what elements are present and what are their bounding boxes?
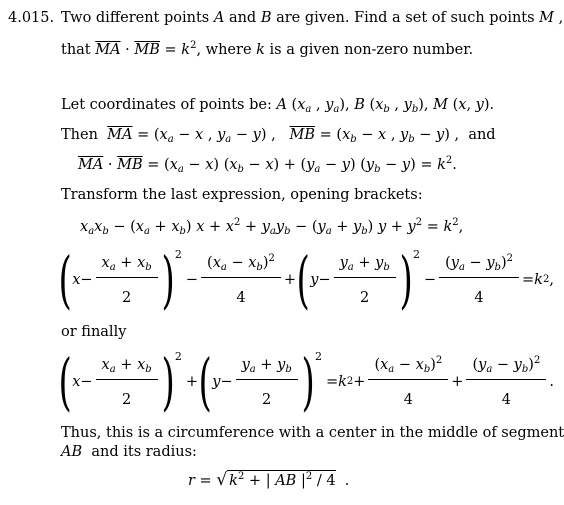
problem-number: 4.015. [8,10,55,26]
vectors-line: Then $\overline{MA} = (x_a - x$ , $y_a - y$) , $\overline{MB} = (x_b - x$ , $y_b - y$) , and [61,127,496,145]
transform-line: Transform the last expression, opening brackets: [61,187,423,203]
dot-product-line: $\overline{MA} \cdot \overline{MB} = (x_a - x) (x_b - x) + (y_a - y) (y_b - y) = k^2$. [78,155,457,175]
finally-label: or finally [61,324,127,340]
problem-line-1: Two different points A and B are given. Find a set of such points M , [61,10,564,26]
conclusion-line-2: AB and its radius: [61,444,197,460]
radius-formula: r = √ $k^2$ + | AB $|^2 / 4$ . [188,470,350,490]
final-equation: ( x − $\frac{x_a + x_b}{2}$ ) 2 + ( y − $\frac{y_a + y_b}{2}$ ) 2 = k 2 + $\frac{(x_a - x_b)^2}{4}$ + $\frac{(y_a - y_b)^2}{4}$ . [58,345,554,418]
problem-line-2: that $\overline{MA} \cdot \overline{MB} = k^2$, where k is a given non-zero number. [61,40,474,58]
conclusion-line-1: Thus, this is a circumference with a center in the middle of segment [61,425,564,441]
expanded-equation: $x_ax_b - (x_a + x_b) x + x^2 + y_ay_b - (y_a + y_b) y + y^2 = k^2$, [80,217,464,237]
coords-line: Let coordinates of points be: A ($x_a$ , $y_a$), B ($x_b$ , $y_b$), M (x, y). [61,97,495,115]
completed-square-equation: ( x − $\frac{x_a + x_b}{2}$ ) 2 − $\frac{(x_a - x_b)^2}{4}$ + ( y − $\frac{y_a + y_b}{2}$ ) 2 − $\frac{(y_a - y_b)^2}{4}$ = k 2 , [58,243,554,316]
